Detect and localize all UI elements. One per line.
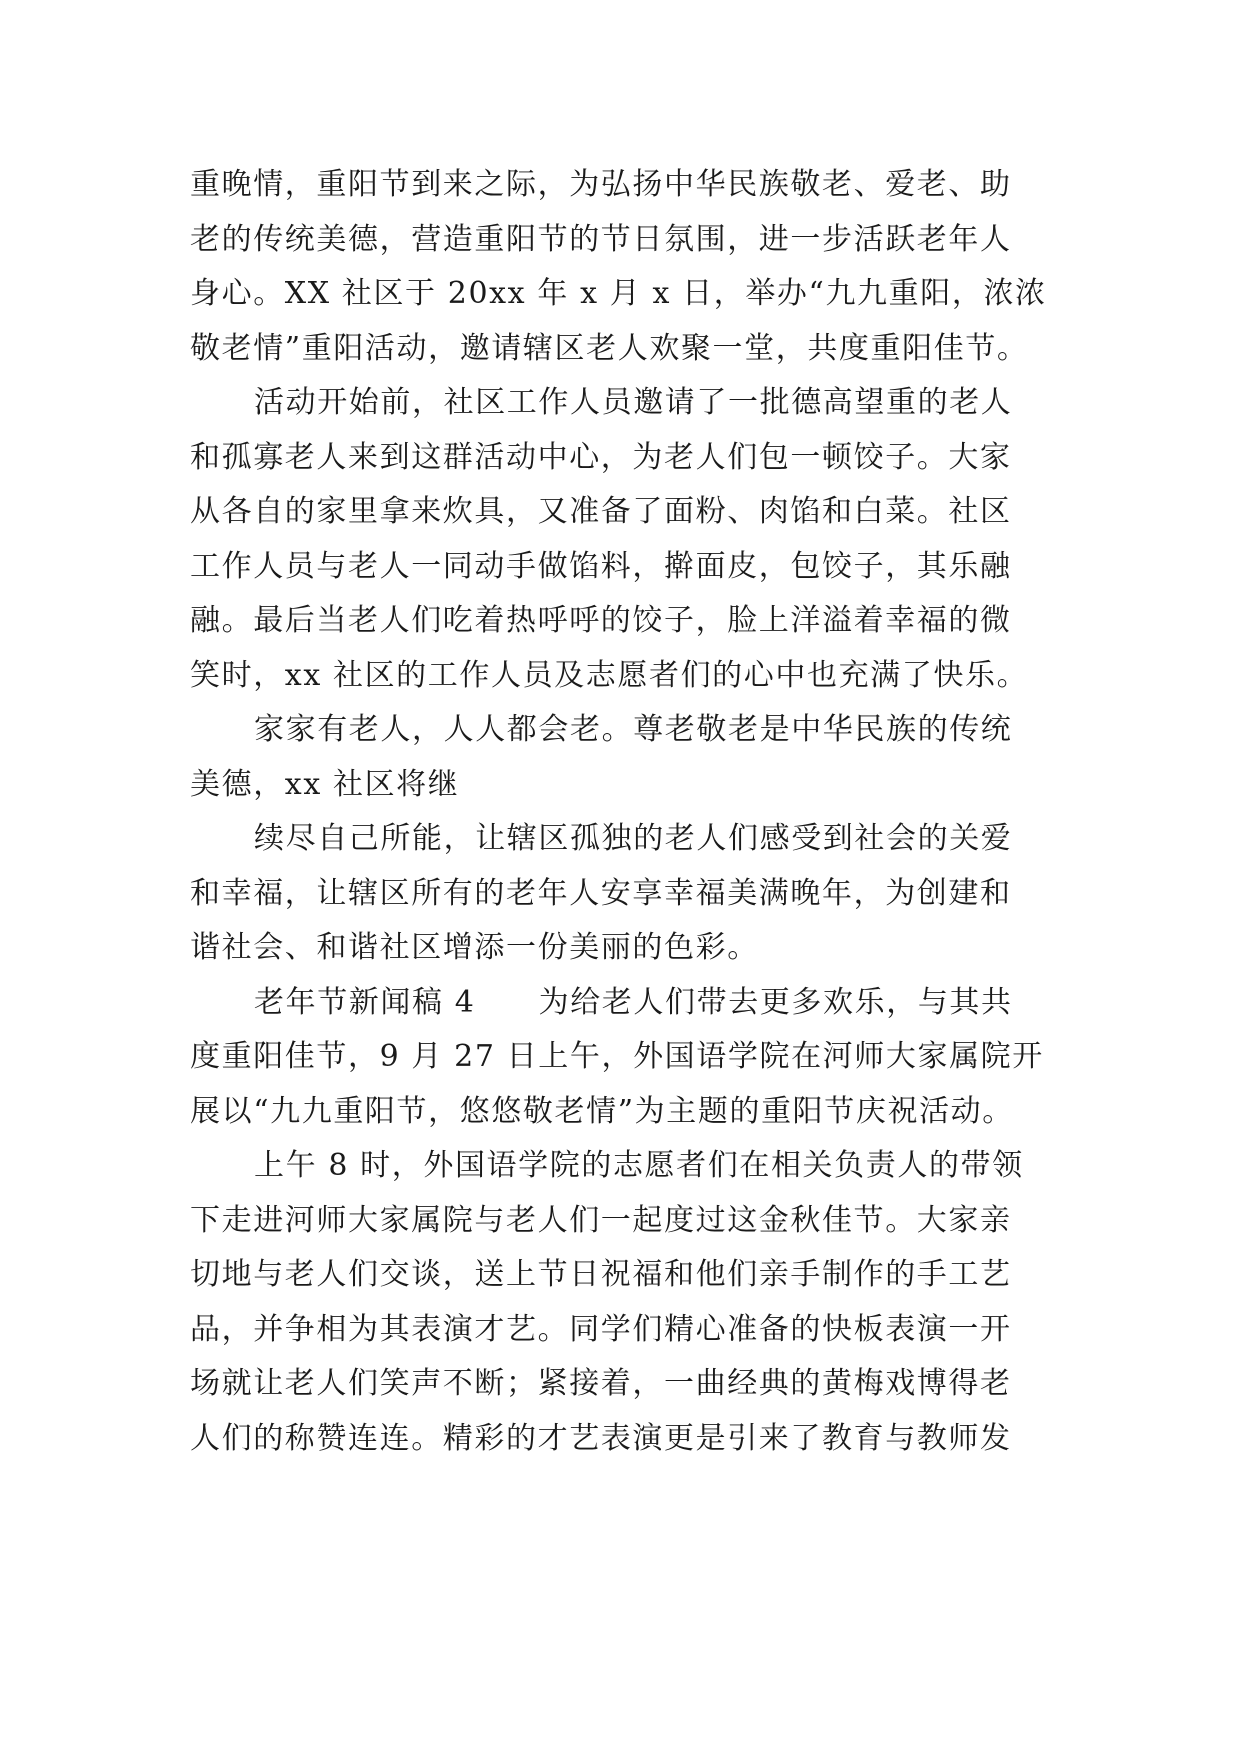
text-line: 老的传统美德，营造重阳节的节日氛围，进一步活跃老年人: [190, 221, 1012, 257]
text-line: 笑时，xx 社区的工作人员及志愿者们的心中也充满了快乐。: [190, 657, 1029, 693]
text-line: 品，并争相为其表演才艺。同学们精心准备的快板表演一开: [190, 1311, 1012, 1347]
text-line: 工作人员与老人一同动手做馅料，擀面皮，包饺子，其乐融: [190, 548, 1012, 584]
text-line: 切地与老人们交谈，送上节日祝福和他们亲手制作的手工艺: [190, 1257, 1012, 1292]
text-line: 下走进河师大家属院与老人们一起度过这金秋佳节。大家亲: [190, 1202, 1012, 1238]
text-line: 和幸福，让辖区所有的老年人安享幸福美满晚年，为创建和: [190, 875, 1012, 911]
text-line: 和孤寡老人来到这群活动中心，为老人们包一顿饺子。大家: [190, 439, 1012, 475]
text-line: 身心。XX 社区于 20xx 年 x 月 x 日，举办“九九重阳，浓浓: [190, 276, 1047, 311]
text-line: 敬老情”重阳活动，邀请辖区老人欢聚一堂，共度重阳佳节。: [190, 330, 1029, 366]
paragraph-first-line: 家家有老人，人人都会老。尊老敬老是中华民族的传统: [254, 712, 1013, 747]
body-text: [190, 158, 1070, 1466]
paragraph-first-line: 上午 8 时，外国语学院的志愿者们在相关负责人的带领: [254, 1148, 1024, 1183]
text-line: 重晚情，重阳节到来之际，为弘扬中华民族敬老、爱老、助: [190, 167, 1012, 202]
text-line: 场就让老人们笑声不断；紧接着，一曲经典的黄梅戏博得老: [190, 1366, 1012, 1401]
text-line: 谐社会、和谐社区增添一份美丽的色彩。: [190, 930, 759, 965]
text-line: 展以“九九重阳节，悠悠敬老情”为主题的重阳节庆祝活动。: [190, 1093, 1014, 1129]
text-line: 度重阳佳节，9 月 27 日上午，外国语学院在河师大家属院开: [190, 1039, 1044, 1074]
text-line: 融。最后当老人们吃着热呼呼的饺子，脸上洋溢着幸福的微: [190, 603, 1012, 638]
paragraph-first-line: 续尽自己所能，让辖区孤独的老人们感受到社会的关爱: [254, 821, 1013, 856]
text-line: 人们的称赞连连。精彩的才艺表演更是引来了教育与教师发: [190, 1420, 1012, 1456]
paragraph-first-line: 老年节新闻稿 4 为给老人们带去更多欢乐，与其共: [254, 984, 1013, 1020]
text-line: 美德，xx 社区将继: [190, 766, 460, 802]
paragraph-first-line: 活动开始前，社区工作人员邀请了一批德高望重的老人: [254, 385, 1013, 420]
text-line: 从各自的家里拿来炊具，又准备了面粉、肉馅和白菜。社区: [190, 494, 1012, 529]
